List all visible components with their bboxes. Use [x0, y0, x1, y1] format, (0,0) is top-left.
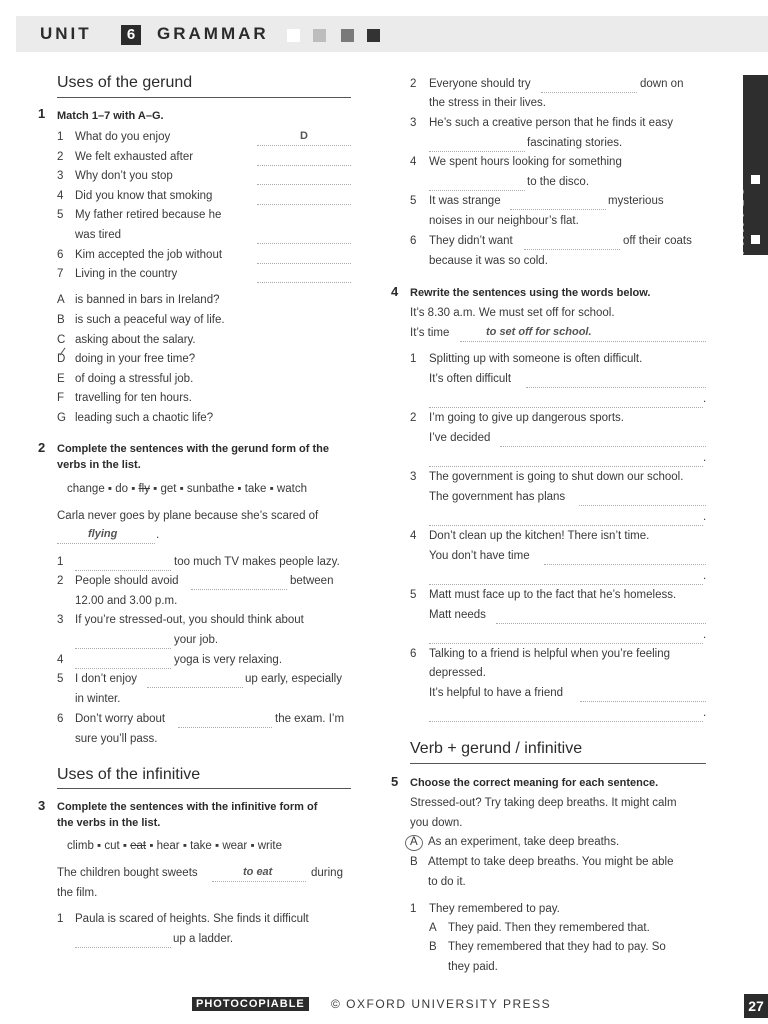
item-number: 4	[410, 530, 417, 542]
item-text: 12.00 and 3.00 p.m.	[75, 595, 178, 607]
decor-square	[341, 29, 354, 42]
word: take	[190, 840, 212, 852]
word: take	[244, 483, 267, 495]
answer-blank[interactable]	[257, 184, 351, 185]
item-text: If you’re stressed-out, you should think about	[75, 614, 304, 626]
item-text: It was strange	[429, 195, 501, 207]
option-text: leading such a chaotic life?	[75, 412, 214, 424]
period: .	[703, 393, 707, 405]
side-tab-label: GRAMMAR	[732, 187, 746, 272]
option-letter: B	[410, 856, 418, 868]
exercise-number: 3	[38, 798, 46, 813]
decor-square	[751, 235, 760, 244]
option-letter: C	[57, 334, 66, 346]
publisher-credit: © OXFORD UNIVERSITY PRESS	[331, 997, 552, 1011]
example-text: you down.	[410, 817, 463, 829]
option-text: is such a peaceful way of life.	[75, 314, 225, 326]
option-text: Attempt to take deep breaths. You might be able	[428, 856, 674, 868]
word: do	[115, 483, 128, 495]
section-heading: Uses of the gerund	[57, 74, 193, 91]
period: .	[156, 529, 160, 541]
heading-rule	[57, 97, 351, 98]
item-number: 7	[57, 268, 64, 280]
word: wear	[222, 840, 248, 852]
answer-blank[interactable]	[544, 564, 706, 565]
item-start: Matt needs	[429, 609, 486, 621]
item-start: It’s helpful to have a friend	[429, 687, 564, 699]
exercise-instruction: verbs in the list.	[57, 459, 141, 471]
answer-blank[interactable]	[57, 543, 155, 544]
item-text: was tired	[75, 229, 122, 241]
answer-blank[interactable]	[460, 341, 706, 342]
answer-blank[interactable]	[429, 584, 703, 585]
option-letter: B	[57, 314, 65, 326]
exercise-instruction: Match 1–7 with A–G.	[57, 110, 164, 122]
item-number: 1	[410, 903, 417, 915]
answer-blank[interactable]	[75, 570, 171, 571]
item-text: too much TV makes people lazy.	[174, 556, 340, 568]
item-text: your job.	[174, 634, 219, 646]
option-text: They paid. Then they remembered that.	[448, 922, 650, 934]
item-text: in winter.	[75, 693, 121, 705]
exercise-instruction: Rewrite the sentences using the words below.	[410, 287, 651, 299]
decor-square	[287, 29, 300, 42]
section-heading: Verb + gerund / infinitive	[410, 740, 583, 757]
example-text: Carla never goes by plane because she’s scared of	[57, 510, 319, 522]
item-number: 1	[57, 556, 64, 568]
decor-square	[367, 29, 380, 42]
period: .	[703, 452, 707, 464]
answer-blank[interactable]	[510, 209, 606, 210]
option-text: is banned in bars in Ireland?	[75, 294, 220, 306]
option-text: doing in your free time?	[75, 353, 196, 365]
item-number: 1	[57, 913, 64, 925]
option-letter: A	[57, 294, 65, 306]
answer-blank[interactable]	[500, 446, 706, 447]
item-number: 6	[57, 713, 64, 725]
answer-blank[interactable]	[580, 701, 706, 702]
option-letter: E	[57, 373, 65, 385]
answer-blank[interactable]	[429, 407, 703, 408]
item-start: It’s often difficult	[429, 373, 512, 385]
item-number: 2	[57, 151, 64, 163]
item-text: Paula is scared of heights. She finds it difficult	[75, 913, 309, 925]
item-text: What do you enjoy	[75, 131, 171, 143]
word: get	[160, 483, 177, 495]
item-text: Why don’t you stop	[75, 170, 173, 182]
item-text: up a ladder.	[173, 933, 234, 945]
word: change	[67, 483, 105, 495]
answer-blank[interactable]	[429, 466, 703, 467]
item-number: 3	[410, 117, 417, 129]
option-letter[interactable]: B	[429, 941, 437, 953]
item-text: Did you know that smoking	[75, 190, 213, 202]
option-letter: A	[410, 836, 418, 848]
example-text: The children bought sweets	[57, 867, 198, 879]
word: sunbathe	[186, 483, 235, 495]
handwritten-answer: to eat	[243, 866, 273, 878]
answer-blank[interactable]	[526, 387, 706, 388]
item-text: The government is going to shut down our school.	[429, 471, 684, 483]
page-number: 27	[744, 994, 768, 1018]
option-letter[interactable]: A	[429, 922, 437, 934]
option-text: to do it.	[428, 876, 466, 888]
answer-blank[interactable]	[75, 947, 171, 948]
item-text: Kim accepted the job without	[75, 249, 223, 261]
word: watch	[276, 483, 307, 495]
item-number: 1	[410, 353, 417, 365]
answer-blank[interactable]	[191, 589, 287, 590]
item-number: 6	[410, 235, 417, 247]
option-letter: G	[57, 412, 66, 424]
item-number: 2	[410, 412, 417, 424]
item-number: 6	[57, 249, 64, 261]
item-start: You don’t have time	[429, 550, 530, 562]
unit-number: 6	[121, 25, 141, 45]
item-number: 5	[410, 589, 417, 601]
exercise-number: 5	[391, 774, 399, 789]
heading-rule	[57, 788, 351, 789]
exercise-instruction: Complete the sentences with the infinitive form of	[57, 801, 318, 813]
answer-blank[interactable]	[257, 282, 351, 283]
item-number: 1	[57, 131, 64, 143]
option-letter: D	[57, 353, 66, 365]
item-text: We felt exhausted after	[75, 151, 194, 163]
item-text: Matt must face up to the fact that he’s homeless.	[429, 589, 677, 601]
item-text: mysterious	[608, 195, 664, 207]
item-text: depressed.	[429, 667, 486, 679]
example-text: during	[311, 867, 343, 879]
word: cut	[104, 840, 120, 852]
exercise-instruction: the verbs in the list.	[57, 817, 161, 829]
item-text: the exam. I’m	[275, 713, 345, 725]
word: hear	[156, 840, 180, 852]
answer-blank[interactable]	[257, 145, 351, 146]
period: .	[703, 570, 707, 582]
item-text: Splitting up with someone is often difficult.	[429, 353, 643, 365]
example-text: It’s time	[410, 327, 450, 339]
answer-blank[interactable]	[212, 881, 306, 882]
item-text: between	[290, 575, 334, 587]
item-text: yoga is very relaxing.	[174, 654, 283, 666]
item-number: 3	[410, 471, 417, 483]
option-text: As an experiment, take deep breaths.	[428, 836, 620, 848]
item-text: Living in the country	[75, 268, 178, 280]
item-text: up early, especially	[245, 673, 342, 685]
item-number: 3	[57, 614, 64, 626]
section-heading: Uses of the infinitive	[57, 766, 201, 783]
item-number: 4	[410, 156, 417, 168]
answer-blank[interactable]	[257, 243, 351, 244]
item-text: We spent hours looking for something	[429, 156, 622, 168]
answer-blank[interactable]	[75, 668, 171, 669]
item-text: Talking to a friend is helpful when you’re feeling	[429, 648, 671, 660]
decor-square	[751, 175, 760, 184]
item-text: the stress in their lives.	[429, 97, 546, 109]
period: .	[703, 629, 707, 641]
example-text: Stressed-out? Try taking deep breaths. It might calm	[410, 797, 677, 809]
item-number: 5	[57, 673, 64, 685]
item-number: 2	[57, 575, 64, 587]
decor-square	[313, 29, 326, 42]
item-text: sure you’ll pass.	[75, 733, 158, 745]
item-number: 6	[410, 648, 417, 660]
exercise-number: 2	[38, 440, 46, 455]
item-text: My father retired because he	[75, 209, 222, 221]
answer-blank[interactable]	[147, 687, 243, 688]
item-text: Everyone should try	[429, 78, 531, 90]
answer-blank[interactable]	[429, 190, 525, 191]
item-start: The government has plans	[429, 491, 566, 503]
item-number: 4	[57, 190, 64, 202]
option-text: asking about the salary.	[75, 334, 196, 346]
answer-blank[interactable]	[257, 165, 351, 166]
item-text: I don’t enjoy	[75, 673, 138, 685]
item-text: I’m going to give up dangerous sports.	[429, 412, 624, 424]
item-text: They remembered to pay.	[429, 903, 560, 915]
answer-blank[interactable]	[579, 505, 706, 506]
option-text: travelling for ten hours.	[75, 392, 192, 404]
option-text: of doing a stressful job.	[75, 373, 194, 385]
option-text: They remembered that they had to pay. So	[448, 941, 666, 953]
word: write	[257, 840, 282, 852]
period: .	[703, 511, 707, 523]
answer-blank[interactable]	[178, 727, 272, 728]
item-text: because it was so cold.	[429, 255, 548, 267]
section-title: GRAMMAR	[157, 24, 269, 43]
item-text: Don’t worry about	[75, 713, 166, 725]
item-text: They didn’t want	[429, 235, 513, 247]
item-text: He’s such a creative person that he finds it easy	[429, 117, 673, 129]
item-text: to the disco.	[527, 176, 590, 188]
period: .	[703, 707, 707, 719]
answer-blank[interactable]	[429, 525, 703, 526]
answer-blank[interactable]	[429, 721, 703, 722]
option-letter: F	[57, 392, 65, 404]
answer-blank[interactable]	[496, 623, 706, 624]
item-text: fascinating stories.	[527, 137, 623, 149]
word-crossed: fly	[138, 483, 150, 495]
side-tab	[732, 75, 768, 272]
item-number: 3	[57, 170, 64, 182]
word: climb	[67, 840, 94, 852]
answer-blank[interactable]	[429, 643, 703, 644]
exercise-number: 1	[38, 106, 46, 121]
heading-rule	[410, 763, 706, 764]
exercise-number: 4	[391, 284, 399, 299]
unit-label: UNIT	[40, 24, 92, 43]
answer-blank[interactable]	[257, 263, 351, 264]
answer-blank[interactable]	[541, 92, 637, 93]
exercise-instruction: Choose the correct meaning for each sentence.	[410, 777, 659, 789]
answer-blank[interactable]	[75, 648, 171, 649]
exercise-instruction: Complete the sentences with the gerund form of the	[57, 443, 329, 455]
handwritten-answer: D	[300, 130, 308, 142]
item-number: 4	[57, 654, 64, 666]
answer-blank[interactable]	[524, 249, 620, 250]
handwritten-answer: flying	[88, 528, 118, 540]
item-text: noises in our neighbour’s flat.	[429, 215, 579, 227]
example-text: It’s 8.30 a.m. We must set off for school.	[410, 307, 615, 319]
option-text: they paid.	[448, 961, 498, 973]
word-list: climb ▪ cut ▪ eat ▪ hear ▪ take ▪ wear ▪ write	[67, 840, 282, 852]
item-number: 5	[410, 195, 417, 207]
item-start: I’ve decided	[429, 432, 491, 444]
item-text: down on	[640, 78, 684, 90]
item-number: 2	[410, 78, 417, 90]
word-list: change ▪ do ▪ fly ▪ get ▪ sunbathe ▪ take ▪ watch	[67, 483, 307, 495]
item-number: 5	[57, 209, 64, 221]
word-crossed: eat	[130, 840, 147, 852]
item-text: People should avoid	[75, 575, 179, 587]
answer-blank[interactable]	[429, 151, 525, 152]
item-text: off their coats	[623, 235, 692, 247]
example-text: the film.	[57, 887, 98, 899]
item-text: Don’t clean up the kitchen! There isn’t time.	[429, 530, 650, 542]
handwritten-answer: to set off for school.	[486, 326, 592, 338]
photocopiable-badge: PHOTOCOPIABLE	[192, 997, 309, 1011]
answer-blank[interactable]	[257, 204, 351, 205]
